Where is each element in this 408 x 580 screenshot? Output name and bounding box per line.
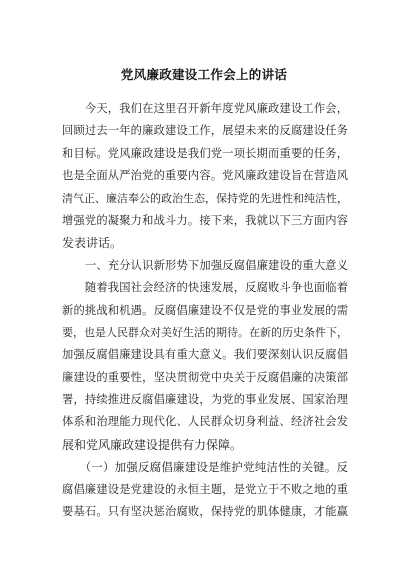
text-line: 今天，我们在这里召开新年度党风廉政建设工作会，	[62, 102, 348, 115]
text-line: 要基石。只有坚决惩治腐败，保持党的肌体健康，才能赢	[62, 505, 348, 519]
text-line: 回顾过去一年的廉政建设工作，展望未来的反腐建设任务	[62, 124, 348, 138]
text-line: 腐倡廉建设是党建设的永恒主题，是党立于不败之地的重	[62, 482, 348, 496]
text-line: （一）加强反腐倡廉建设是维护党纯洁性的关键。反	[62, 460, 348, 475]
document-title: 党风廉政建设工作会上的讲话	[120, 67, 288, 82]
text-line: 加强反腐倡廉建设具有重大意义。我们要深刻认识反腐倡	[62, 348, 348, 362]
text-line: 展和党风廉政建设提供有力保障。	[62, 437, 243, 452]
text-line: 和目标。党风廉政建设是我们党一项长期而重要的任务，	[62, 146, 348, 160]
text-line: 随着我国社会经济的快速发展，反腐败斗争也面临着	[62, 281, 348, 295]
document-body	[62, 98, 348, 523]
text-line: 也是全面从严治党的重要内容。党风廉政建设旨在营造风	[62, 169, 348, 183]
text-line: 增强党的凝聚力和战斗力。接下来，我就以下三方面内容	[62, 213, 348, 227]
text-line: 署，持续推进反腐倡廉建设，为党的事业发展、国家治理	[62, 393, 348, 407]
text-line: 发表讲话。	[62, 236, 123, 251]
text-line: 新的挑战和机遇。反腐倡廉建设不仅是党的事业发展的需	[62, 303, 348, 317]
text-line: 清气正、廉洁奉公的政治生态，保持党的先进性和纯洁性，	[62, 191, 348, 205]
text-line: 要，也是人民群众对美好生活的期待。在新的历史条件下，	[62, 325, 348, 339]
text-line: 体系和治理能力现代化、人民群众切身利益、经济社会发	[62, 415, 348, 429]
text-line: 一、充分认识新形势下加强反腐倡廉建设的重大意义	[62, 258, 348, 272]
text-line: 廉建设的重要性，坚决贯彻党中央关于反腐倡廉的决策部	[62, 370, 348, 384]
